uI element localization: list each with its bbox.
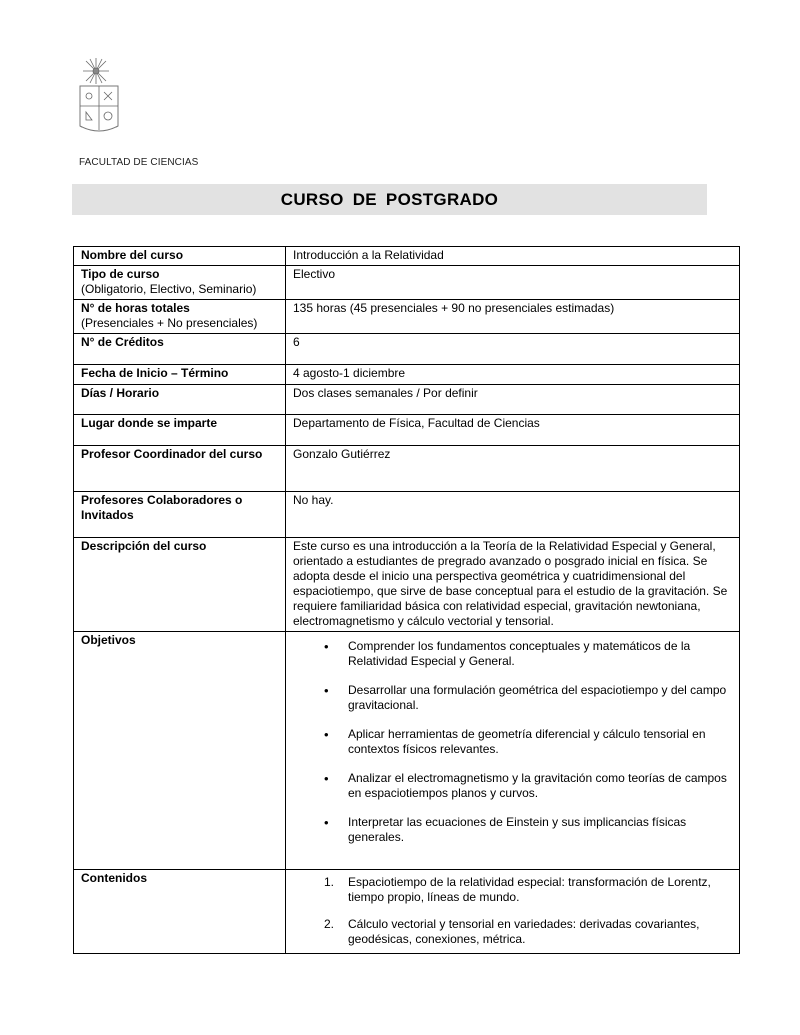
course-info-table <box>73 246 740 954</box>
row-label: Lugar donde se imparte <box>81 416 218 430</box>
table-value-cell: Este curso es una introducción a la Teoría de la Relatividad Especial y General, orientado a estudiantes de pregrado avanzado o posgrado inicial en física. Se adopta desde el inicio una perspectiva geométrica y cuatridimensional del espaciotiempo, que sirve de base conceptual para el estudio de la gravitación. Se requiere familiaridad básica con relatividad especial, gravitación newtoniana, electromagnetismo y cálculo vectorial y tensorial. <box>286 538 740 632</box>
table-value-cell <box>286 632 740 870</box>
table-row <box>74 300 740 334</box>
row-label: Profesores Colaboradores o Invitados <box>81 493 243 522</box>
table-label-cell <box>74 492 286 538</box>
table-value-cell: 4 agosto-1 diciembre <box>286 365 740 385</box>
table-value-cell: 6 <box>286 334 740 365</box>
list-item <box>324 875 732 905</box>
table-value-cell <box>286 870 740 954</box>
table-row <box>74 415 740 446</box>
table-label-cell <box>74 538 286 632</box>
list-item-number: 2. <box>324 917 335 931</box>
list-item: • Desarrollar una formulación geométrica del espaciotiempo y del campo gravitacional. <box>348 683 732 713</box>
table-value-cell: Departamento de Física, Facultad de Ciencias <box>286 415 740 446</box>
table-label-cell <box>74 334 286 365</box>
table-label-cell <box>74 446 286 492</box>
faculty-name: FACULTAD DE CIENCIAS <box>79 157 199 168</box>
table-label-cell <box>74 266 286 300</box>
row-label: N° de horas totales <box>81 301 190 315</box>
table-row <box>74 247 740 266</box>
table-label-cell <box>74 870 286 954</box>
row-label: Nombre del curso <box>81 248 184 262</box>
table-row <box>74 334 740 365</box>
table-row <box>74 446 740 492</box>
table-value-cell: No hay. <box>286 492 740 538</box>
table-label-cell <box>74 632 286 870</box>
row-label: Profesor Coordinador del curso <box>81 447 263 461</box>
table-row <box>74 266 740 300</box>
table-value-cell: Gonzalo Gutiérrez <box>286 446 740 492</box>
table-row <box>74 870 740 954</box>
table-label-cell <box>74 385 286 415</box>
list-item: • Aplicar herramientas de geometría diferencial y cálculo tensorial en contextos físicos relevantes. <box>348 727 732 757</box>
contents-list <box>293 871 732 947</box>
row-label: Descripción del curso <box>81 539 207 553</box>
list-item: • Interpretar las ecuaciones de Einstein y sus implicancias físicas generales. <box>348 815 732 845</box>
row-label: Tipo de curso <box>81 267 160 281</box>
row-label: N° de Créditos <box>81 335 164 349</box>
table-row <box>74 632 740 870</box>
table-value-cell: Electivo <box>286 266 740 300</box>
table-row <box>74 538 740 632</box>
list-item-text: Espaciotiempo de la relatividad especial: transformación de Lorentz, tiempo propio, líneas de mundo. <box>348 875 711 904</box>
row-label: Fecha de Inicio – Término <box>81 366 229 380</box>
row-sublabel: (Presenciales + No presenciales) <box>81 316 258 330</box>
table-row <box>74 365 740 385</box>
row-sublabel: (Obligatorio, Electivo, Seminario) <box>81 282 257 296</box>
university-crest-logo <box>78 56 120 136</box>
row-label: Objetivos <box>81 633 136 647</box>
table-label-cell <box>74 247 286 266</box>
table-value-cell: 135 horas (45 presenciales + 90 no presenciales estimadas) <box>286 300 740 334</box>
list-item-number: 1. <box>324 875 335 889</box>
row-label: Días / Horario <box>81 386 160 400</box>
table-value-cell: Dos clases semanales / Por definir <box>286 385 740 415</box>
objectives-list <box>293 633 732 845</box>
table-value-cell: Introducción a la Relatividad <box>286 247 740 266</box>
list-item-text: Cálculo vectorial y tensorial en variedades: derivadas covariantes, geodésicas, conexiones, métrica. <box>348 917 700 946</box>
table-label-cell <box>74 415 286 446</box>
list-item <box>324 917 732 947</box>
document-title: CURSO DE POSTGRADO <box>280 189 499 209</box>
table-label-cell <box>74 365 286 385</box>
table-label-cell <box>74 300 286 334</box>
table-row <box>74 492 740 538</box>
list-item: • Comprender los fundamentos conceptuales y matemáticos de la Relatividad Especial y General. <box>348 639 732 669</box>
table-row <box>74 385 740 415</box>
document-title-bar <box>72 184 707 215</box>
row-label: Contenidos <box>81 871 147 885</box>
list-item: • Analizar el electromagnetismo y la gravitación como teorías de campos en espaciotiempos planos y curvos. <box>348 771 732 801</box>
